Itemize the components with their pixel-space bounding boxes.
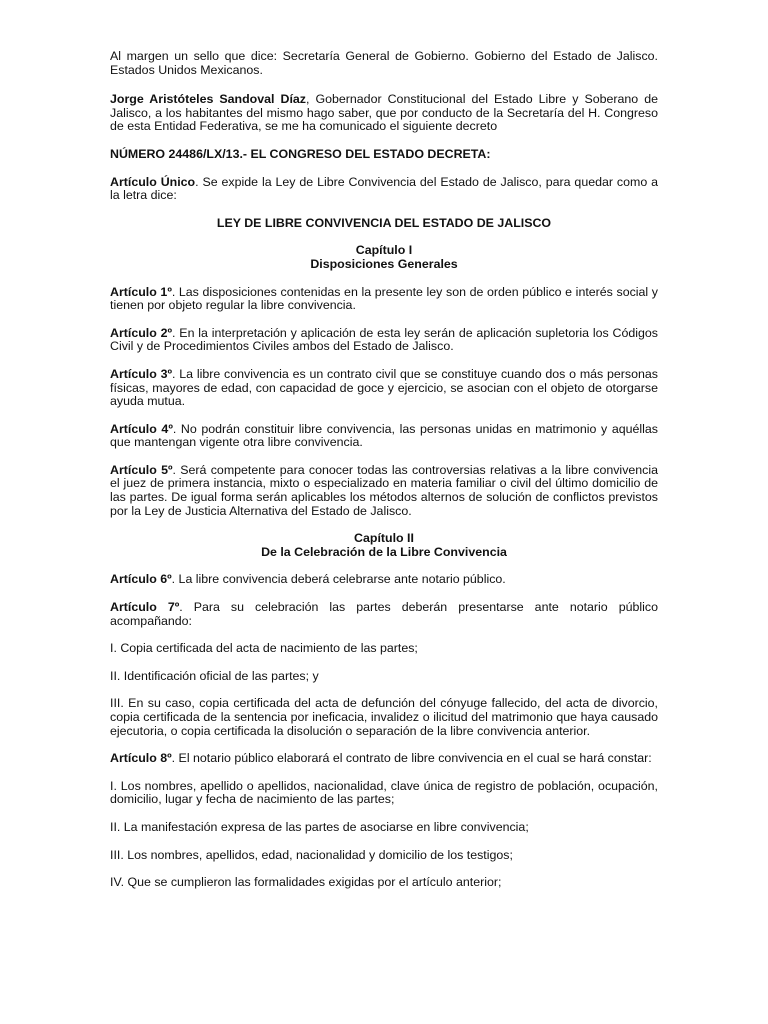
article-4-label: Artículo 4º <box>110 421 173 436</box>
law-title <box>110 217 658 231</box>
chapter-2-number: Capítulo II <box>354 531 414 546</box>
article-4-text: . No podrán constituir libre convivencia, las personas unidas en matrimonio y aquéllas que mantengan vigente otra libre convivencia. <box>110 421 658 450</box>
article-6 <box>110 573 658 587</box>
article-5-label: Artículo 5º <box>110 462 173 477</box>
governor-paragraph <box>110 93 658 134</box>
article-3 <box>110 368 658 409</box>
article-8-item: I. Los nombres, apellido o apellidos, nacionalidad, clave única de registro de población, ocupación, domicilio, lugar y fecha de nacimiento de las partes; <box>110 778 658 807</box>
article-8-item: II. La manifestación expresa de las partes de asociarse en libre convivencia; <box>110 819 529 834</box>
articulo-unico <box>110 176 658 203</box>
article-6-text: . La libre convivencia deberá celebrarse ante notario público. <box>171 572 506 587</box>
article-5-text: . Será competente para conocer todas las controversias relativas a la libre convivencia el juez de primera instancia, mixto o especializado en materia familiar o civil del último domicilio de las partes. De igual forma serán aplicables los métodos alternos de solución de conflictos previstos por la Ley de Justicia Alternativa del Estado de Jalisco. <box>110 462 659 518</box>
article-2-label: Artículo 2º <box>110 325 173 340</box>
article-6-label: Artículo 6º <box>110 572 172 587</box>
article-7-text: . Para su celebración las partes deberán presentarse ante notario público acompañando: <box>110 600 658 628</box>
intro-paragraph: Al margen un sello que dice: Secretaría General de Gobierno. Gobierno del Estado de Jalisco. Estados Unidos Mexicanos. <box>110 49 658 77</box>
article-3-text: . La libre convivencia es un contrato civil que se constituye cuando dos o más personas físicas, mayores de edad, con capacidad de goce y ejercicio, se asocian con el objeto de otorgarse ayuda mutua. <box>110 366 659 409</box>
article-7-label: Artículo 7º <box>110 600 180 615</box>
articulo-unico-label: Artículo Único <box>110 174 196 189</box>
article-1-label: Artículo 1º <box>110 284 172 299</box>
article-3-label: Artículo 3º <box>110 366 173 381</box>
articulo-unico-text: . Se expide la Ley de Libre Convivencia del Estado de Jalisco, para quedar como a la letra dice: <box>110 174 659 203</box>
article-2-text: . En la interpretación y aplicación de esta ley serán de aplicación supletoria los Códigos Civil y de Procedimientos Civiles ambos del Estado de Jalisco. <box>110 325 658 354</box>
article-8 <box>110 752 658 766</box>
article-4 <box>110 423 658 450</box>
decree-number: NÚMERO 24486/LX/13.- EL CONGRESO DEL ESTADO DECRETA: <box>110 146 491 161</box>
governor-name: Jorge Aristóteles Sandoval Díaz <box>110 92 306 107</box>
article-7-item: II. Identificación oficial de las partes; y <box>110 668 319 683</box>
chapter-2-title: De la Celebración de la Libre Convivencia <box>261 544 507 559</box>
chapter-1-number: Capítulo I <box>355 243 413 258</box>
article-7-item: I. Copia certificada del acta de nacimiento de las partes; <box>110 641 418 656</box>
article-5 <box>110 464 658 518</box>
article-8-label: Artículo 8º <box>110 751 172 766</box>
article-8-text: . El notario público elaborará el contrato de libre convivencia en el cual se hará constar: <box>171 751 652 766</box>
article-8-item: IV. Que se cumplieron las formalidades exigidas por el artículo anterior; <box>110 875 502 890</box>
article-1 <box>110 286 658 313</box>
document-page <box>110 50 658 904</box>
chapter-1-title: Disposiciones Generales <box>310 256 458 271</box>
article-2 <box>110 327 658 354</box>
chapter-1-heading <box>110 244 658 271</box>
governor-text: , Gobernador Constitucional del Estado Libre y Soberano de Jalisco, a los habitantes del mismo hago saber, que por conducto de la Secretaría del H. Congreso de esta Entidad Federativa, se me ha comunicado el siguiente decreto <box>110 92 658 134</box>
article-1-text: . Las disposiciones contenidas en la presente ley son de orden público e interés social y tienen por objeto regular la libre convivencia. <box>110 284 658 313</box>
article-7-item: III. En su caso, copia certificada del acta de defunción del cónyuge fallecido, del acta de divorcio, copia certificada de la sentencia por ineficacia, invalidez o ilicitud del matrimonio que haya causado ejecutoria, o copia certificada la disolución o separación de la libre convivencia anterior. <box>110 696 658 738</box>
article-8-item: III. Los nombres, apellidos, edad, nacionalidad y domicilio de los testigos; <box>110 847 513 862</box>
chapter-2-heading <box>110 532 658 559</box>
article-7 <box>110 601 658 628</box>
law-title-text: LEY DE LIBRE CONVIVENCIA DEL ESTADO DE JALISCO <box>216 215 552 230</box>
